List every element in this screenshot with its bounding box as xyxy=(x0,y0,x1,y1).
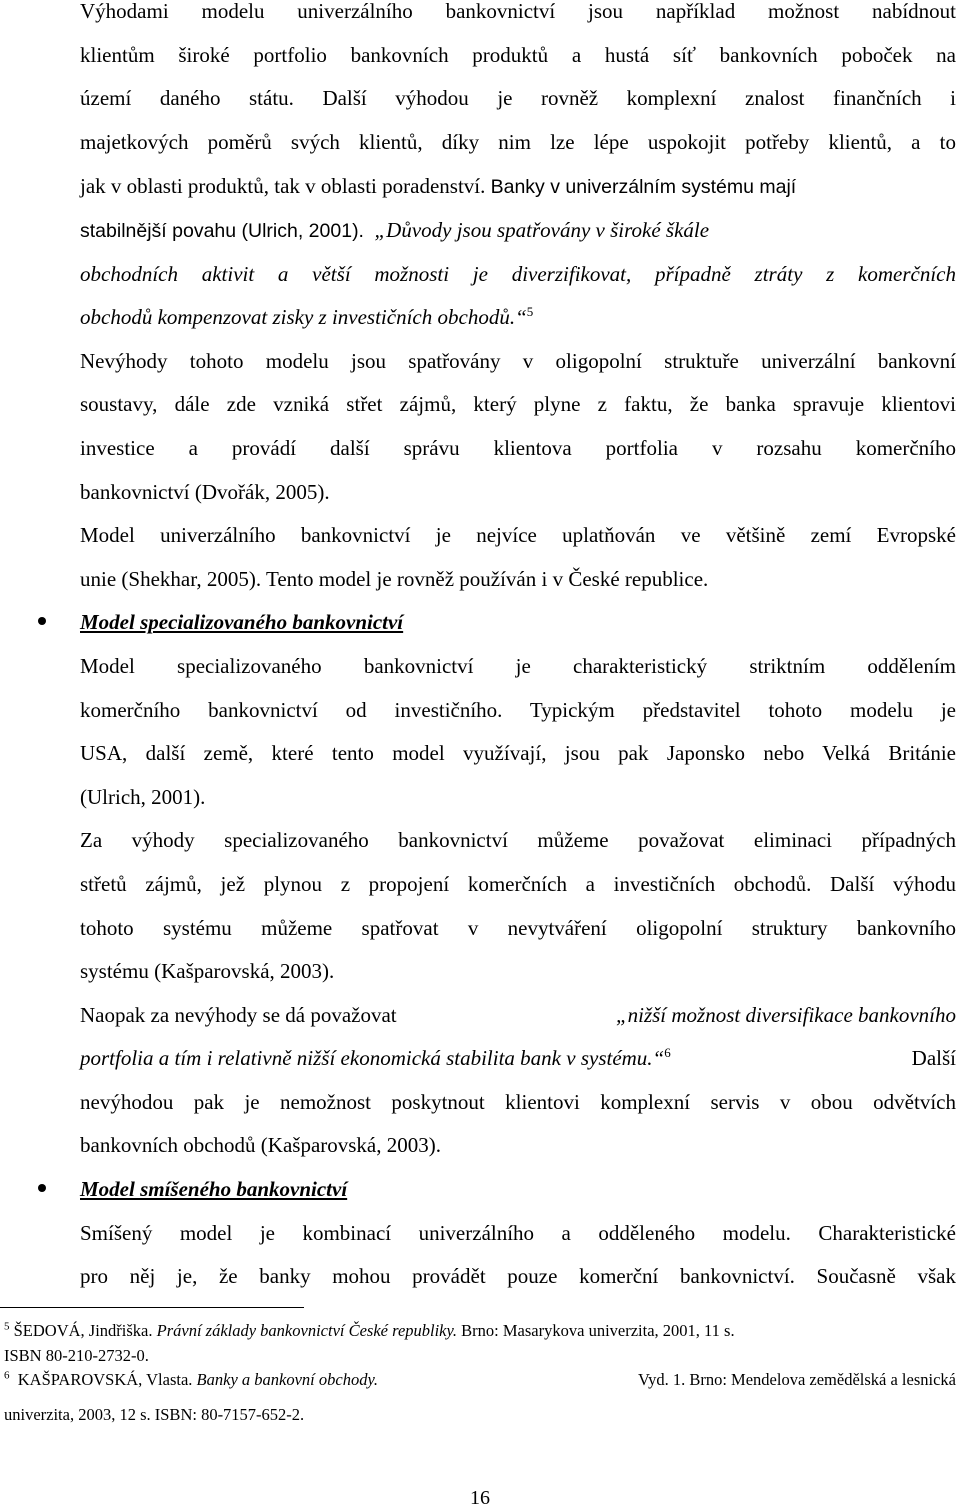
body-text-line: Model specializovaného bankovnictví je charakteristický striktním oddělením xyxy=(80,654,956,678)
quote-line-body xyxy=(80,1044,671,1072)
body-text-line: Nevýhody tohoto modelu jsou spatřovány v oligopolní struktuře univerzální bankovní xyxy=(80,349,956,373)
body-text-line: komerčního bankovnictví od investičního. Typickým představitel tohoto modelu je xyxy=(80,698,956,722)
body-text-line: nevýhodou pak je nemožnost poskytnout klientovi komplexní servis v obou odvětvích xyxy=(80,1090,956,1114)
section-heading-specialized: Model specializovaného bankovnictví xyxy=(80,610,404,634)
body-text-line: soustavy, dále zde vzniká střet zájmů, který plyne z faktu, že banka spravuje klientovi xyxy=(80,392,956,416)
quote-text: portfolia a tím i relativně nižší ekonomická stabilita bank v systému.“ xyxy=(80,1046,665,1070)
footnote-ref-5[interactable]: 5 xyxy=(526,304,534,319)
footnote-author: ŠEDOVÁ, Jindřiška. xyxy=(13,1321,153,1340)
body-text-line: Model univerzálního bankovnictví je nejvíce uplatňován ve většině zemí Evropské xyxy=(80,523,956,547)
bullet-icon xyxy=(38,617,46,625)
quote-text: obchodů kompenzovat zisky z investičních obchodů.“ xyxy=(80,305,527,329)
body-text-line: tohoto systému můžeme spatřovat v nevytváření oligopolní struktury bankovního xyxy=(80,916,956,940)
body-text-line xyxy=(80,216,956,245)
body-text-line: pro něj je, že banky mohou provádět pouze komerční bankovnictví. Současně však xyxy=(80,1264,956,1288)
footnote-author: KAŠPAROVSKÁ, Vlasta. xyxy=(17,1370,193,1389)
body-text-line: systému (Kašparovská, 2003). xyxy=(80,959,335,983)
bullet-icon xyxy=(38,1184,46,1192)
body-text-line: USA, další země, které tento model využívají, jsou pak Japonsko nebo Velká Británie xyxy=(80,741,956,765)
body-text-segment-sans: stabilnější povahu (Ulrich, 2001). xyxy=(80,220,364,242)
footnote-number: 6 xyxy=(4,1369,10,1382)
body-text-line: Smíšený model je kombinací univerzálního a odděleného modelu. Charakteristické xyxy=(80,1221,956,1245)
body-text-segment: Další xyxy=(911,1046,956,1070)
body-text-segment: Naopak za nevýhody se dá považovat xyxy=(80,1003,397,1027)
page-number: 16 xyxy=(470,1487,490,1509)
footnote-publisher: Brno: Masarykova univerzita, 2001, 11 s. xyxy=(461,1321,735,1340)
body-text-line: unie (Shekhar, 2005). Tento model je rovněž používán i v České republice. xyxy=(80,567,709,591)
footnote-head xyxy=(4,1370,378,1390)
body-text-line: bankovnictví (Dvořák, 2005). xyxy=(80,480,330,504)
body-text-segment-sans: Banky v univerzálním systému mají xyxy=(490,176,797,198)
quote-line: obchodních aktivit a větší možnosti je diverzifikovat, případně ztráty z komerčních xyxy=(80,262,956,286)
footnote-6-line2: univerzita, 2003, 12 s. ISBN: 80-7157-652-2. xyxy=(4,1405,305,1424)
body-text-line: Za výhody specializovaného bankovnictví můžeme považovat eliminaci případných xyxy=(80,828,956,852)
body-text-line xyxy=(80,1001,956,1029)
body-text-line: střetů zájmů, jež plynou z propojení komerčních a investičních obchodů. Další výhodu xyxy=(80,872,956,896)
footnote-number: 5 xyxy=(4,1320,10,1333)
quote-text: „Důvody jsou spatřovány v široké škále xyxy=(374,218,710,242)
footnote-5 xyxy=(4,1321,956,1341)
body-text-line xyxy=(80,172,956,201)
quote-line xyxy=(80,303,956,331)
footnote-6 xyxy=(4,1370,956,1390)
section-heading-mixed: Model smíšeného bankovnictví xyxy=(80,1177,348,1201)
body-text-line: bankovních obchodů (Kašparovská, 2003). xyxy=(80,1133,441,1157)
quote-line xyxy=(80,1044,956,1072)
body-text-line: majetkových poměrů svých klientů, díky nim lze lépe uspokojit potřeby klientů, a to xyxy=(80,130,956,154)
body-text-line: klientům široké portfolio bankovních produktů a hustá síť bankovních poboček na xyxy=(80,43,956,67)
body-text-line: investice a provádí další správu klientova portfolia v rozsahu komerčního xyxy=(80,436,956,460)
footnote-ref-6[interactable]: 6 xyxy=(664,1045,671,1060)
footnote-title: Právní základy bankovnictví České republiky. xyxy=(156,1321,458,1340)
quote-text: „nižší možnost diversifikace bankovního xyxy=(615,1003,956,1027)
body-text-segment: jak v oblasti produktů, tak v oblasti poradenství. xyxy=(80,174,486,198)
footnote-title: Banky a bankovní obchody. xyxy=(196,1370,378,1389)
body-text-line: Výhodami modelu univerzálního bankovnictví jsou například možnost nabídnout xyxy=(80,0,956,23)
footnote-separator xyxy=(0,1307,304,1308)
footnote-publisher: Vyd. 1. Brno: Mendelova zemědělská a lesnická xyxy=(638,1370,956,1389)
body-text-line: (Ulrich, 2001). xyxy=(80,785,206,809)
footnote-5-line2: ISBN 80-210-2732-0. xyxy=(4,1346,149,1365)
body-text-line: území daného státu. Další výhodou je rovněž komplexní znalost finančních i xyxy=(80,86,956,110)
